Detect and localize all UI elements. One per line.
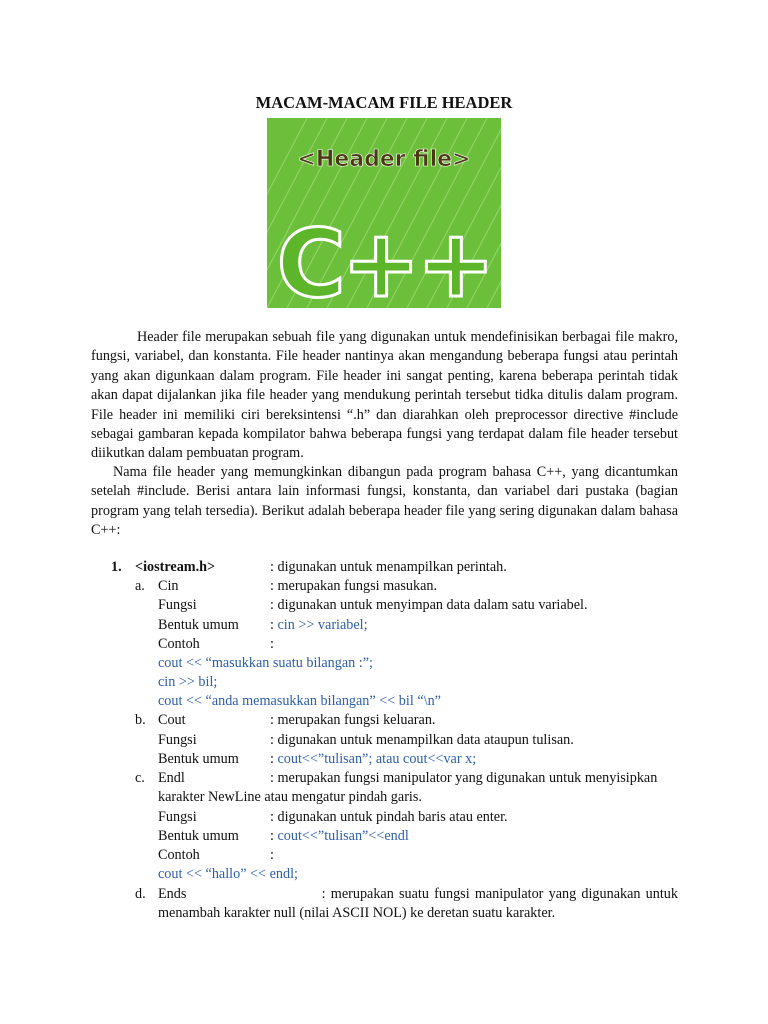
- endl-bentuk-value: [270, 827, 409, 846]
- cin-code-line-1: cout << “masukkan suatu bilangan :”;: [158, 655, 373, 671]
- ends-text: Ends : merupakan suatu fungsi manipulator yang digunakan untuk menambah karakter null (nilai ASCII NOL) ke deretan suatu karakter.: [158, 886, 682, 922]
- cout-bentuk-label: Bentuk umum: [158, 751, 239, 767]
- header-file-cpp-logo: [267, 118, 501, 308]
- endl-bentuk-colon: :: [270, 828, 278, 844]
- cin-bentuk-label: Bentuk umum: [158, 617, 239, 633]
- endl-bentuk-code: cout<<”tulisan”<<endl: [277, 828, 409, 844]
- cin-contoh-label: Contoh: [158, 636, 200, 652]
- endl-contoh-colon: :: [270, 847, 274, 863]
- endl-description: : merupakan fungsi manipulator yang digunakan untuk menyisipkan: [270, 770, 658, 786]
- logo-header-file-text: <Header file>: [297, 147, 471, 172]
- intro-paragraph-text: Header file merupakan sebuah file yang digunakan untuk mendefinisikan berbagai file makro, fungsi, variabel, dan konstanta. File header nantinya akan mengandung beberapa fungsi atau perintah yang akan digunkaan dalam program. File header ini sangat penting, karena beberapa perintah tidak akan dapat dijalankan jika file header yang mendukung perintah tersebut tidka ditulis dalam program. File header ini memiliki ciri bereksintensi “.h” dan diarahkan oleh preprocessor directive #include sebagai gambaran kepada kompilator bahwa beberapa fungsi yang terdapat dalam file header tersebut diikutkan dalam pembuatan program.: [91, 329, 678, 462]
- page-title: MACAM-MACAM FILE HEADER: [255, 93, 513, 112]
- list-letter-b: b.: [135, 712, 146, 728]
- cout-description: : merupakan fungsi keluaran.: [270, 712, 436, 728]
- endl-contoh-label: Contoh: [158, 847, 200, 863]
- second-paragraph: [91, 463, 678, 541]
- cout-name: Cout: [158, 712, 186, 728]
- logo-cpp-text: C++: [276, 210, 492, 308]
- cin-name: Cin: [158, 578, 179, 594]
- cin-code-line-2: cin >> bil;: [158, 674, 218, 690]
- cin-code-line-3: cout << “anda memasukkan bilangan” << bil “\n”: [158, 693, 441, 709]
- endl-name: Endl: [158, 770, 185, 786]
- intro-paragraph: [91, 328, 678, 464]
- list-letter-c: c.: [135, 770, 145, 786]
- cin-description: : merupakan fungsi masukan.: [270, 578, 438, 594]
- cin-bentuk-code: cin >> variabel;: [277, 617, 368, 633]
- iostream-description: : digunakan untuk menampilkan perintah.: [270, 559, 507, 575]
- cout-fungsi-value: : digunakan untuk menampilkan data ataupun tulisan.: [270, 732, 574, 748]
- cout-bentuk-code: cout<<”tulisan”; atau cout<<var x;: [277, 751, 477, 767]
- cin-contoh-colon: :: [270, 636, 274, 652]
- endl-fungsi-value: : digunakan untuk pindah baris atau enter.: [270, 809, 508, 825]
- endl-code-line-1: cout << “hallo” << endl;: [158, 866, 298, 882]
- iostream-header-name: <iostream.h>: [135, 559, 216, 575]
- cin-bentuk-colon: :: [270, 617, 278, 633]
- cin-fungsi-label: Fungsi: [158, 597, 197, 613]
- second-paragraph-text: Nama file header yang memungkinkan dibangun pada program bahasa C++, yang dicantumkan setelah #include. Berisi antara lain informasi fungsi, konstanta, dan variabel dari pustaka (bagian program yang telah tersedia). Berikut adalah beberapa header file yang sering digunakan dalam bahasa C++:: [91, 464, 678, 539]
- cin-fungsi-value: : digunakan untuk menyimpan data dalam satu variabel.: [270, 597, 588, 613]
- endl-fungsi-label: Fungsi: [158, 809, 197, 825]
- cout-bentuk-value: [270, 750, 476, 769]
- list-letter-a: a.: [135, 578, 145, 594]
- endl-description-cont: karakter NewLine atau mengatur pindah garis.: [158, 789, 422, 805]
- cout-bentuk-colon: :: [270, 751, 278, 767]
- cout-fungsi-label: Fungsi: [158, 732, 197, 748]
- list-letter-d: d.: [135, 886, 146, 902]
- cin-bentuk-value: [270, 616, 368, 635]
- list-number-1: 1.: [111, 559, 122, 575]
- endl-bentuk-label: Bentuk umum: [158, 828, 239, 844]
